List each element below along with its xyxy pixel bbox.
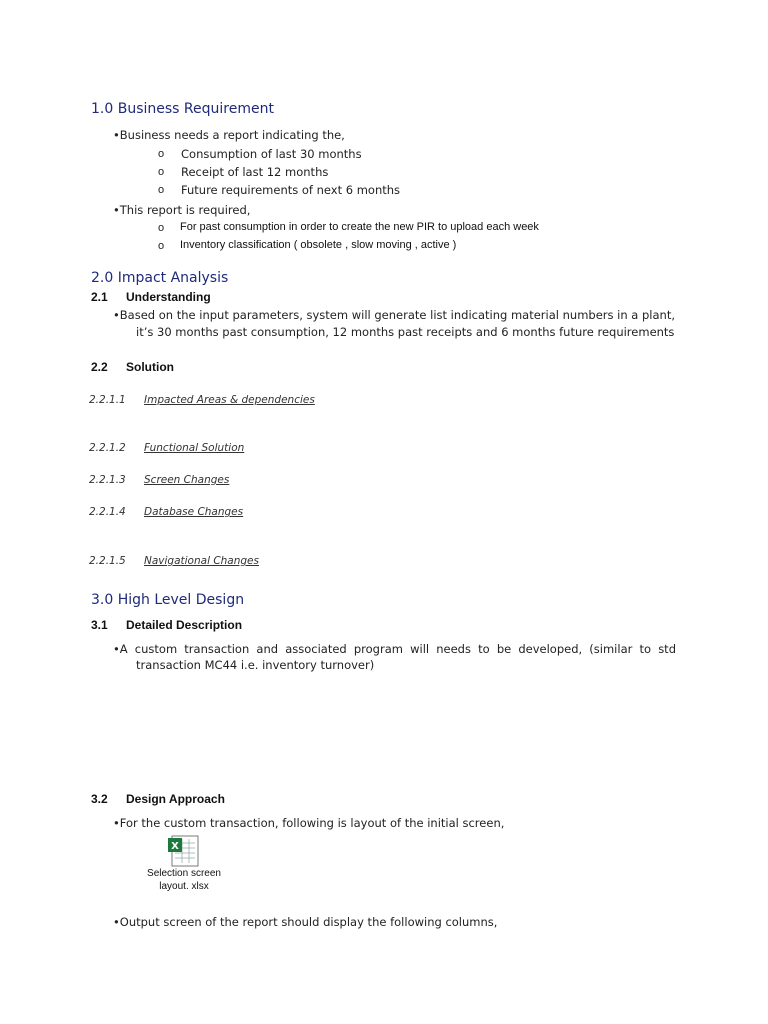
svg-text:X: X — [171, 841, 179, 852]
subsection-title-design-approach: Design Approach — [126, 792, 225, 806]
excel-file-icon[interactable] — [166, 834, 202, 868]
attachment-caption-line2: layout. xlsx — [159, 881, 209, 892]
subsection-title-understanding: Understanding — [126, 290, 211, 304]
link-navigational-changes[interactable]: Navigational Changes — [144, 555, 259, 567]
item-number: 2.2.1.3 — [89, 474, 126, 486]
subsection-number: 3.1 — [91, 618, 108, 632]
list-item: Consumption of last 30 months — [181, 147, 362, 161]
sub-bullet-marker: o — [158, 240, 165, 252]
detailed-description-text: •A custom transaction and associated program will needs to be developed, (similar to std — [113, 642, 676, 656]
sub-bullet-marker: o — [158, 148, 165, 160]
attachment-caption[interactable] — [144, 867, 224, 893]
subsection-number: 2.2 — [91, 360, 108, 374]
section-title-business-requirement: 1.0 Business Requirement — [91, 101, 274, 117]
section-title-high-level-design: 3.0 High Level Design — [91, 592, 245, 608]
link-functional-solution[interactable]: Functional Solution — [144, 442, 245, 454]
output-screen-text: •Output screen of the report should display the following columns, — [113, 915, 498, 929]
sub-bullet-marker: o — [158, 166, 165, 178]
design-approach-text: •For the custom transaction, following is layout of the initial screen, — [113, 816, 505, 830]
section-title-impact-analysis: 2.0 Impact Analysis — [91, 270, 229, 286]
understanding-text-cont: it’s 30 months past consumption, 12 months past receipts and 6 months future requirements — [136, 325, 675, 339]
item-number: 2.2.1.2 — [89, 442, 126, 454]
bullet-report-required: •This report is required, — [113, 203, 251, 217]
item-number: 2.2.1.4 — [89, 506, 126, 518]
subsection-number: 2.1 — [91, 290, 108, 304]
attachment-caption-line1: Selection screen — [147, 868, 221, 879]
subsection-title-solution: Solution — [126, 360, 174, 374]
list-item: Receipt of last 12 months — [181, 165, 329, 179]
understanding-text: •Based on the input parameters, system will generate list indicating material numbers in a plant, — [113, 308, 675, 322]
bullet-business-needs: •Business needs a report indicating the, — [113, 128, 345, 142]
link-screen-changes[interactable]: Screen Changes — [144, 474, 230, 486]
list-item: Future requirements of next 6 months — [181, 183, 401, 197]
subsection-number: 3.2 — [91, 792, 108, 806]
subsection-title-detailed-description: Detailed Description — [126, 618, 243, 632]
item-number: 2.2.1.5 — [89, 555, 126, 567]
link-impacted-areas[interactable]: Impacted Areas & dependencies — [144, 394, 315, 406]
link-database-changes[interactable]: Database Changes — [144, 506, 244, 518]
detailed-description-text-cont: transaction MC44 i.e. inventory turnover) — [136, 658, 375, 672]
list-item: For past consumption in order to create the new PIR to upload each week — [180, 221, 539, 233]
sub-bullet-marker: o — [158, 184, 165, 196]
list-item: Inventory classification ( obsolete , slow moving , active ) — [180, 239, 457, 251]
sub-bullet-marker: o — [158, 222, 165, 234]
item-number: 2.2.1.1 — [89, 394, 126, 406]
